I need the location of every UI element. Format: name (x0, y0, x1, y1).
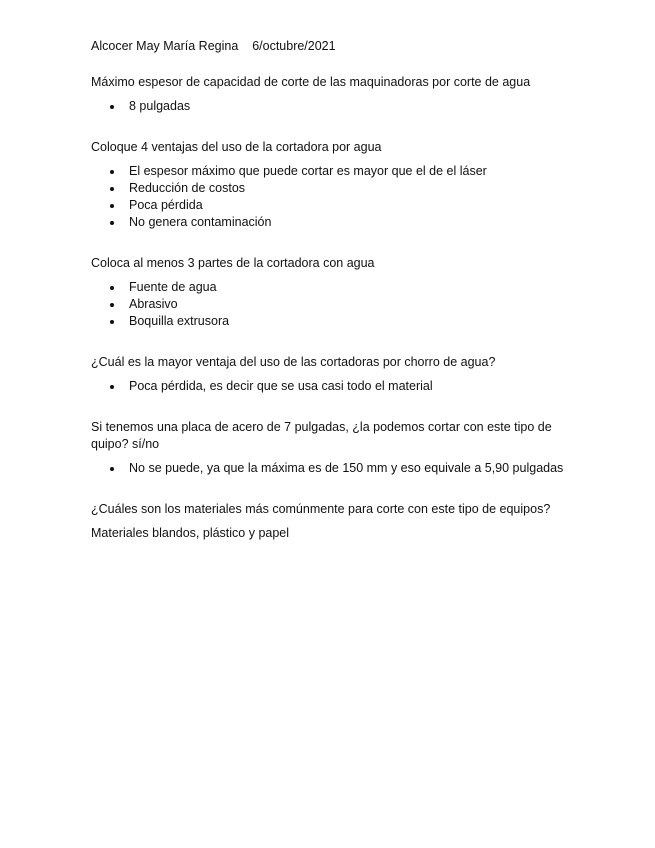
document-header (91, 38, 571, 55)
student-name: Alcocer May María Regina (91, 39, 239, 53)
question-5: Si tenemos una placa de acero de 7 pulgadas, ¿la podemos cortar con este tipo de quipo? sí/no (91, 420, 552, 451)
list-item: Poca pérdida, es decir que se usa casi todo el material (91, 378, 571, 395)
list-item: Reducción de costos (91, 180, 571, 197)
question-6: ¿Cuáles son los materiales más comúnmente para corte con este tipo de equipos? (91, 502, 551, 516)
question-2: Coloque 4 ventajas del uso de la cortadora por agua (91, 140, 382, 154)
list-item: No se puede, ya que la máxima es de 150 mm y eso equivale a 5,90 pulgadas (91, 460, 571, 477)
answer-list-1 (91, 98, 571, 115)
list-item: 8 pulgadas (91, 98, 571, 115)
answer-list-2 (91, 163, 571, 231)
answer-list-3 (91, 279, 571, 330)
list-item: Abrasivo (91, 296, 571, 313)
answer-list-4 (91, 378, 571, 395)
answer-6: Materiales blandos, plástico y papel (91, 526, 290, 540)
question-1: Máximo espesor de capacidad de corte de las maquinadoras por corte de agua (91, 75, 531, 89)
answer-list-5 (91, 460, 571, 477)
list-item: No genera contaminación (91, 214, 571, 231)
list-item: Poca pérdida (91, 197, 571, 214)
list-item: Boquilla extrusora (91, 313, 571, 330)
document-date: 6/octubre/2021 (252, 39, 336, 53)
document-page (91, 38, 571, 542)
list-item: Fuente de agua (91, 279, 571, 296)
question-4: ¿Cuál es la mayor ventaja del uso de las cortadoras por chorro de agua? (91, 355, 496, 369)
list-item: El espesor máximo que puede cortar es mayor que el de el láser (91, 163, 571, 180)
question-3: Coloca al menos 3 partes de la cortadora con agua (91, 256, 375, 270)
